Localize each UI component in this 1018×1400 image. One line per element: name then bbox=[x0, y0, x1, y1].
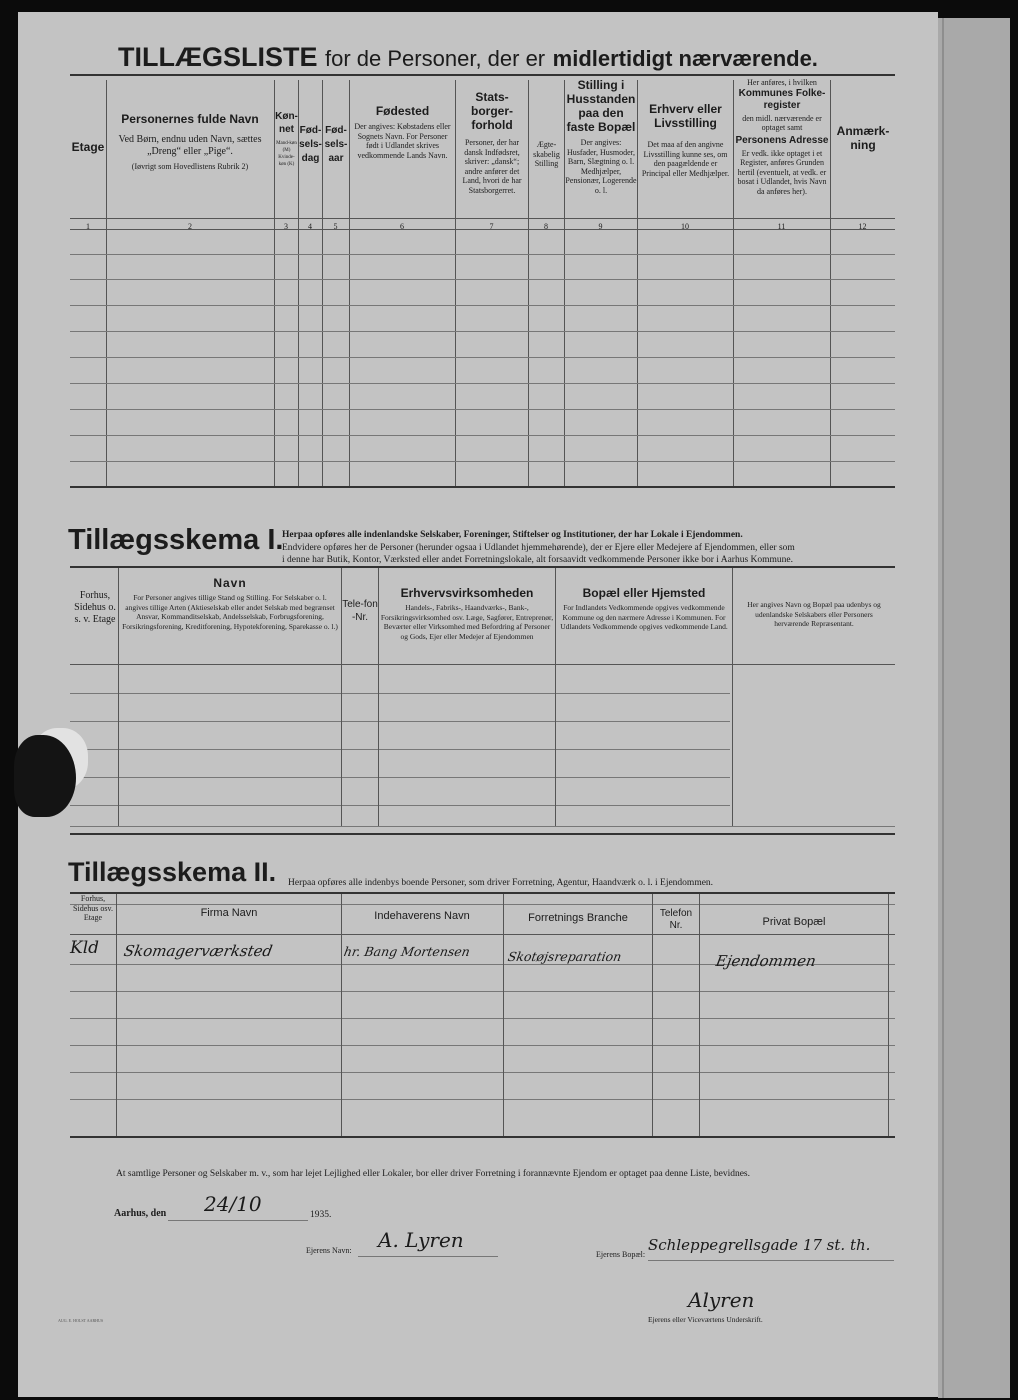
footer-owner-label: Ejerens Navn: bbox=[306, 1246, 352, 1255]
col-stilling-header: Stilling i Husstanden paa den faste Bopæl Der angives: Husfader, Husmoder, Barn, Slægtning o. l. Medhjælper, Pensionær, Logerende o. l. bbox=[565, 78, 637, 195]
s2-row1-firma: Skomagerværksted bbox=[122, 942, 274, 960]
s2-row1-indehaver: hr. Bang Mortensen bbox=[342, 944, 472, 959]
col-number: 11 bbox=[777, 222, 786, 231]
col-fodselsdag-header: Fød-sels-dag bbox=[299, 125, 322, 164]
col-number: 1 bbox=[86, 222, 90, 231]
form-page bbox=[18, 12, 938, 1397]
skema1-description: Herpaa opføres alle indenlandske Selskaber, Foreninger, Stiftelser og Institutioner, der har Lokale i Ejendommen. Endvidere opføres her de Personer (herunder ogsaa i Udlandet hjemmehørende), der er Ejere eller Medejere af Ejendommen, eller som i denne har Butik, Kontor, Værksted eller andet Forretningslokale, alt forsaavidt vedkommende Personer ikke bor i Aarhus Kommune. bbox=[282, 530, 795, 565]
s2-col-etage-header: Forhus, Sidehus osv. Etage bbox=[73, 894, 113, 922]
s2-col-bopael-header: Privat Bopæl bbox=[762, 916, 826, 928]
col-number: 5 bbox=[333, 222, 338, 231]
col-etage-header: Etage bbox=[71, 140, 105, 154]
footer-statement: At samtlige Personer og Selskaber m. v., som har lejet Lejlighed eller Lokaler, bor eller driver Forretning i forannævnte Ejendom er optaget paa denne Liste, bevidnes. bbox=[116, 1169, 750, 1179]
printer-mark: AUG. E. HOLST AARHUS bbox=[58, 1318, 104, 1323]
s2-col-firma-header: Firma Navn bbox=[200, 907, 258, 919]
col-folkeregister-header: Her anføres, i hvilken Kommunes Folke-register den midl. nærværende er optaget samt Personens Adresse Er vedk. ikke optaget i et Register, anføres Grunden hertil (eventuelt, at vedk. er bosat i Udlandet, hvis Navn da anføres her). bbox=[735, 78, 829, 196]
s2-col-telefon-header: Telefon Nr. bbox=[659, 908, 693, 931]
col-statsborger-header: Stats-borger-forhold Personer, der har dansk Indfødsret, skriver: „dansk“; andre anfører det Land, hvori de har Statsborgerret. bbox=[462, 90, 522, 195]
col-number: 12 bbox=[858, 222, 867, 231]
s1-col-telefon-header: Tele-fon-Nr. bbox=[342, 599, 378, 623]
col-number: 8 bbox=[544, 222, 548, 231]
col-number: 9 bbox=[598, 222, 603, 231]
col-number: 6 bbox=[400, 222, 404, 231]
col-number: 7 bbox=[489, 222, 494, 231]
footer-address-hand: Schleppegrellsgade 17 st. th. bbox=[648, 1236, 871, 1254]
footer-date-label: Aarhus, den bbox=[114, 1208, 167, 1219]
s1-col-navn-header: Navn For Personer angives tillige Stand og Stilling. For Selskaber o. l. angives tillige Arten (Aktieselskab eller andet Selskab med begrænset Ansvar, Kommanditselskab, Andelsselskab, Forbrugsforening, Forsikringsforening, Kreditforening, Hypotekforening, Sparekasse o. l.) bbox=[122, 576, 338, 631]
s1-col-repraesentant-header: Her angives Navn og Bopæl paa udenbys og udenlandske Selskabers eller Personers herværende Repræsentant. bbox=[747, 600, 881, 628]
binding-tab bbox=[14, 735, 76, 817]
s2-row1-branche: Skotøjsreparation bbox=[506, 949, 623, 964]
s2-row1-bopael: Ejendommen bbox=[714, 952, 818, 970]
col-number: 2 bbox=[188, 222, 192, 231]
col-navn-header: Personernes fulde Navn Ved Børn, endnu uden Navn, sættes „Dreng“ eller „Pige“. (Iøvrigt som Hovedlistens Rubrik 2) bbox=[118, 112, 262, 171]
col-number: 4 bbox=[308, 222, 312, 231]
col-aegteskabelig-header: Ægte-skabelig Stilling bbox=[533, 140, 560, 168]
col-kon-header: Køn-net Mand-køn (M) Kvinde-køn (K) bbox=[275, 111, 298, 167]
skema2-title: Tillægsskema II. bbox=[68, 857, 277, 887]
col-number: 3 bbox=[284, 222, 288, 231]
s1-col-etage-header: Forhus, Sidehus o. s. v. Etage bbox=[74, 590, 116, 625]
col-erhverv-header: Erhverv eller Livsstilling Det maa af den angivne Livsstilling kunne ses, om den paagældende er Principal eller Medhjælper. bbox=[641, 102, 730, 178]
footer-address-label: Ejerens Bopæl: bbox=[596, 1250, 646, 1259]
s2-col-branche-header: Forretnings Branche bbox=[528, 912, 628, 924]
col-fodselsaar-header: Fød-sels-aar bbox=[324, 125, 348, 164]
s2-row1-etage: Kld bbox=[70, 938, 100, 958]
col-anmaerkning-header: Anmærk-ning bbox=[836, 124, 890, 152]
s1-col-bopael-header: Bopæl eller Hjemsted For Indlandets Vedkommende opgives vedkommende Kommune og den nærmere Adresse i Kommunen. For Udlandets Vedkommende opgives vedkommende Land. bbox=[560, 586, 728, 631]
footer-date-hand: 24/10 bbox=[204, 1192, 262, 1216]
skema1-title: Tillægsskema I. bbox=[68, 524, 284, 556]
s1-col-erhverv-header: Erhvervsvirksomheden Handels-, Fabriks-, Haandværks-, Bank-, Forsikringsvirksomhed osv. Læge, Sagfører, Entreprenør, Beværter eller Virksomhed med Befordring af Personer og Gods, Ejer eller Medejer af Ejendommen bbox=[380, 586, 554, 641]
adjacent-page bbox=[938, 18, 1010, 1398]
skema2-description: Herpaa opføres alle indenbys boende Personer, som driver Forretning, Agentur, Haandværk o. l. i Ejendommen. bbox=[288, 878, 714, 888]
col-fodested-header: Fødested Der angives: Købstadens eller Sognets Navn. For Personer født i Udlandet skrives vedkommende Lands Navn. bbox=[354, 104, 451, 160]
footer-signature-hand: Alyren bbox=[688, 1288, 755, 1312]
footer-owner-hand: A. Lyren bbox=[378, 1228, 464, 1252]
footer-signature-label: Ejerens eller Viceværtens Underskrift. bbox=[648, 1315, 763, 1324]
col-number: 10 bbox=[681, 222, 689, 231]
s2-col-indehaver-header: Indehaverens Navn bbox=[374, 910, 470, 922]
footer-year: 1935. bbox=[310, 1210, 332, 1220]
main-title: TILLÆGSLISTE for de Personer, der er midlertidigt nærværende. bbox=[118, 42, 818, 72]
